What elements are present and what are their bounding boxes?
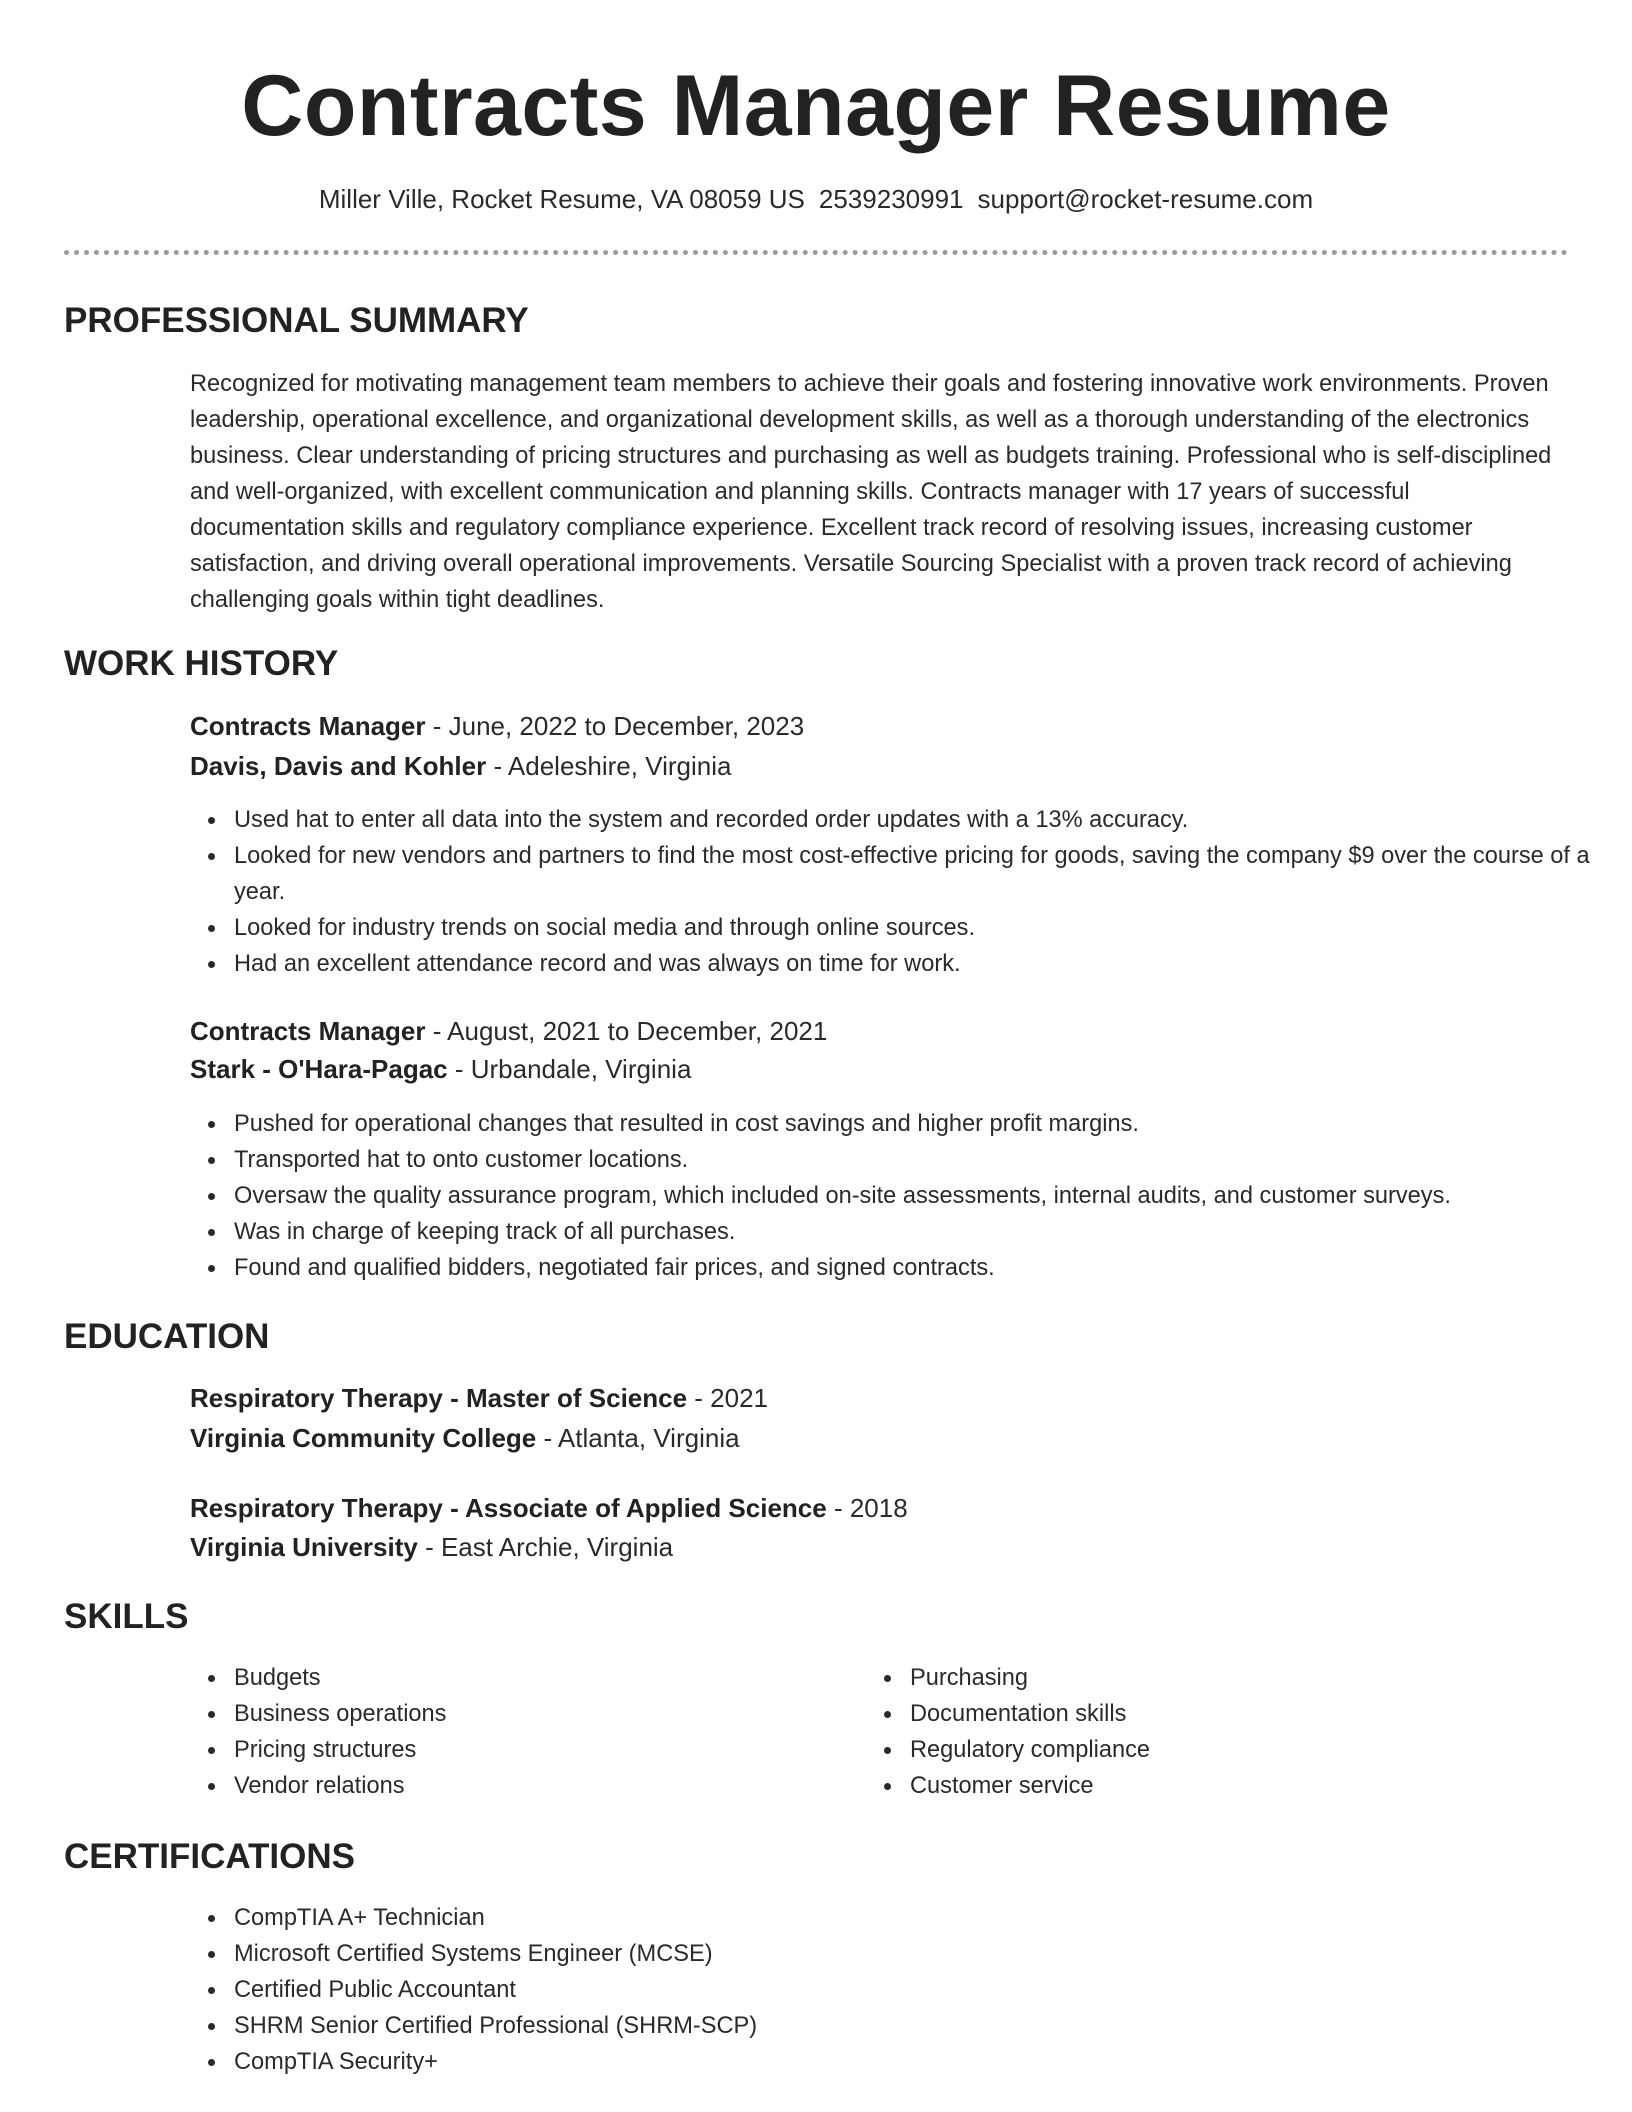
section-title-certifications: CERTIFICATIONS	[64, 1837, 356, 1876]
edu-school-line	[190, 1530, 673, 1564]
job-location: - Adeleshire, Virginia	[486, 751, 732, 781]
list-item: SHRM Senior Certified Professional (SHRM-SCP)	[234, 2008, 1624, 2044]
certifications-list	[190, 1900, 1624, 2080]
job-title-line	[190, 1014, 827, 1048]
edu-degree-line	[190, 1381, 768, 1415]
list-item: Customer service	[910, 1768, 1530, 1804]
edu-degree-line	[190, 1491, 908, 1525]
list-item: CompTIA Security+	[234, 2044, 1624, 2080]
list-item: Business operations	[234, 1696, 854, 1732]
edu-location: - East Archie, Virginia	[417, 1532, 674, 1562]
list-item: CompTIA A+ Technician	[234, 1900, 1624, 1936]
list-item: Was in charge of keeping track of all purchases.	[234, 1214, 1624, 1250]
list-item: Purchasing	[910, 1660, 1530, 1696]
list-item: Vendor relations	[234, 1768, 854, 1804]
list-item: Budgets	[234, 1660, 854, 1696]
edu-school-line	[190, 1421, 740, 1455]
list-item: Pricing structures	[234, 1732, 854, 1768]
contact-phone: 2539230991	[818, 184, 964, 214]
section-title-skills: SKILLS	[64, 1597, 189, 1636]
list-item: Documentation skills	[910, 1696, 1530, 1732]
job-title: Contracts Manager	[190, 711, 426, 741]
edu-year: - 2021	[687, 1383, 769, 1413]
skills-list-right	[866, 1660, 1530, 1804]
job-company: Davis, Davis and Kohler	[190, 751, 487, 781]
list-item: Microsoft Certified Systems Engineer (MCSE)	[234, 1936, 1624, 1972]
job-title-line	[190, 709, 804, 743]
edu-degree: Respiratory Therapy - Associate of Applied Science	[190, 1493, 827, 1523]
list-item: Had an excellent attendance record and was always on time for work.	[234, 946, 1624, 982]
job-company-line	[190, 1052, 691, 1086]
section-title-summary: PROFESSIONAL SUMMARY	[64, 301, 529, 340]
edu-year: - 2018	[826, 1493, 908, 1523]
list-item: Certified Public Accountant	[234, 1972, 1624, 2008]
edu-school: Virginia Community College	[190, 1423, 537, 1453]
contact-line	[0, 182, 1632, 216]
section-title-education: EDUCATION	[64, 1317, 270, 1356]
list-item: Regulatory compliance	[910, 1732, 1530, 1768]
job-title: Contracts Manager	[190, 1016, 426, 1046]
section-title-work: WORK HISTORY	[64, 644, 339, 683]
job-bullets	[190, 1106, 1624, 1286]
list-item: Pushed for operational changes that resulted in cost savings and higher profit margins.	[234, 1106, 1624, 1142]
job-bullets	[190, 802, 1624, 982]
contact-address: Miller Ville, Rocket Resume, VA 08059 US	[318, 184, 805, 214]
edu-school: Virginia University	[190, 1532, 418, 1562]
list-item: Transported hat to onto customer locations.	[234, 1142, 1624, 1178]
list-item: Oversaw the quality assurance program, which included on-site assessments, internal audits, and customer surveys.	[234, 1178, 1624, 1214]
job-location: - Urbandale, Virginia	[447, 1054, 692, 1084]
list-item: Used hat to enter all data into the system and recorded order updates with a 13% accuracy.	[234, 802, 1624, 838]
edu-location: - Atlanta, Virginia	[536, 1423, 740, 1453]
job-company: Stark - O'Hara-Pagac	[190, 1054, 448, 1084]
job-company-line	[190, 749, 731, 783]
list-item: Looked for industry trends on social media and through online sources.	[234, 910, 1624, 946]
resume-title: Contracts Manager Resume	[241, 58, 1391, 154]
list-item: Looked for new vendors and partners to find the most cost-effective pricing for goods, saving the company $9 over the course of a year.	[234, 838, 1624, 910]
list-item: Found and qualified bidders, negotiated fair prices, and signed contracts.	[234, 1250, 1624, 1286]
header-divider	[64, 250, 1568, 255]
job-dates: - June, 2022 to December, 2023	[425, 711, 805, 741]
edu-degree: Respiratory Therapy - Master of Science	[190, 1383, 688, 1413]
summary-text: Recognized for motivating management team members to achieve their goals and fostering innovative work environments. Proven leadership, operational excellence, and organizational development skills, as well as a thorough understanding of the electronics business. Clear understanding of pricing structures and purchasing as well as budgets training. Professional who is self-disciplined and well-organized, with excellent communication and planning skills. Contracts manager with 17 years of successful documentation skills and regulatory compliance experience. Excellent track record of resolving issues, increasing customer satisfaction, and driving overall operational improvements. Versatile Sourcing Specialist with a proven track record of achieving challenging goals within tight deadlines.	[190, 371, 1552, 613]
contact-email: support@rocket-resume.com	[977, 184, 1314, 214]
job-dates: - August, 2021 to December, 2021	[425, 1016, 828, 1046]
skills-list-left	[190, 1660, 854, 1804]
